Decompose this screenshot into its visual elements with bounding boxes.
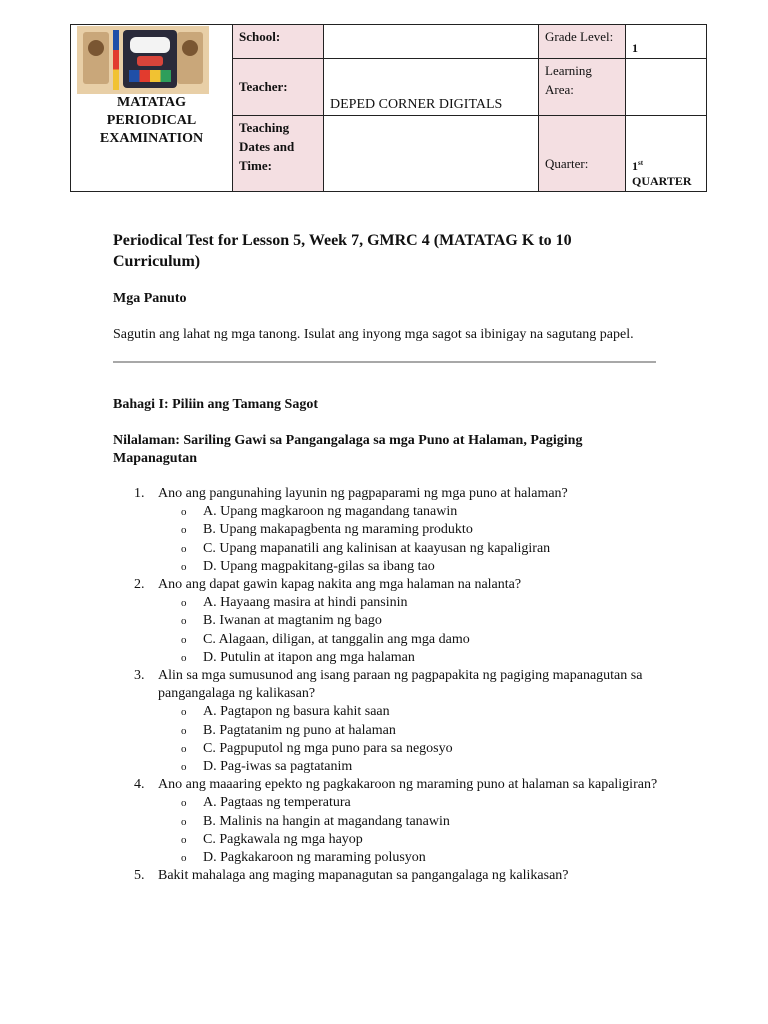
bullet-icon: o (181, 742, 187, 755)
answer-option-text: B. Iwanan at magtanim ng bago (203, 613, 382, 629)
exam-title-line: PERIODICAL (106, 113, 197, 128)
answer-option-text: C. Upang mapanatili ang kalinisan at kaayusan ng kapaligiran (203, 540, 551, 556)
bullet-icon: o (181, 833, 187, 846)
answer-option-text: C. Pagkawala ng mga hayop (203, 831, 363, 847)
question-item (113, 576, 658, 667)
header-table (70, 24, 707, 192)
quarter-number: 1 (632, 159, 638, 173)
answer-options (158, 703, 658, 776)
bullet-icon: o (181, 706, 187, 719)
deped-corner-logo (77, 26, 209, 94)
question-text: Ano ang dapat gawin kapag nakita ang mga halaman na nalanta? (158, 577, 522, 593)
exam-title-line: MATATAG (117, 95, 186, 110)
bullet-icon: o (181, 506, 187, 519)
bullet-icon: o (181, 524, 187, 537)
grade-level-value: 1 (632, 41, 638, 55)
answer-option[interactable] (158, 631, 658, 649)
answer-option-text: B. Pagtatanim ng puno at halaman (203, 722, 396, 738)
question-number: 1. (134, 486, 145, 501)
directions-heading: Mga Panuto (113, 291, 187, 306)
learning-area-field[interactable] (626, 59, 707, 116)
teaching-dates-label-line: Dates and (239, 139, 295, 154)
teaching-dates-label (233, 116, 324, 192)
learning-area-label-line: Learning (545, 63, 592, 78)
question-number: 2. (134, 577, 145, 593)
bullet-icon: o (181, 633, 187, 646)
school-label: School: (233, 25, 324, 59)
answer-option[interactable] (158, 794, 658, 812)
answer-option-text: D. Upang magpakitang-gilas sa ibang tao (203, 558, 435, 574)
quarter-label (539, 116, 626, 192)
teacher-label (233, 59, 324, 116)
answer-option[interactable] (158, 649, 658, 667)
quarter-suffix: st (638, 159, 644, 167)
answer-option-text: B. Malinis na hangin at magandang tanawin (203, 813, 450, 829)
question-number: 5. (134, 868, 145, 884)
answer-option[interactable] (158, 594, 658, 612)
bullet-icon: o (181, 724, 187, 737)
quarter-label-text: Quarter: (545, 156, 589, 171)
answer-option-text: A. Hayaang masira at hindi pansinin (203, 595, 408, 611)
answer-option[interactable] (158, 849, 658, 867)
question-list (113, 485, 658, 885)
bullet-icon: o (181, 797, 187, 810)
bullet-icon: o (181, 852, 187, 865)
question-number: 3. (134, 668, 145, 684)
answer-option-text: C. Alagaan, diligan, at tanggalin ang mga damo (203, 631, 470, 647)
exam-title-line: EXAMINATION (99, 131, 204, 146)
answer-option-text: B. Upang makapagbenta ng maraming produkto (203, 522, 473, 538)
answer-option[interactable] (158, 831, 658, 849)
grade-level-label: Grade Level: (539, 25, 626, 59)
question-item (113, 776, 658, 867)
exam-title (71, 94, 232, 148)
quarter-word: QUARTER (632, 174, 692, 188)
question-item (113, 667, 658, 776)
exam-content (113, 230, 658, 885)
part-heading: Bahagi I: Piliin ang Tamang Sagot (113, 397, 319, 412)
bullet-icon: o (181, 761, 187, 774)
grade-level-field[interactable] (626, 25, 707, 59)
answer-option[interactable] (158, 740, 658, 758)
answer-option[interactable] (158, 722, 658, 740)
test-title: Periodical Test for Lesson 5, Week 7, GMRC 4 (MATATAG K to 10 Curriculum) (113, 232, 572, 270)
answer-option[interactable] (158, 758, 658, 776)
school-field[interactable] (324, 25, 539, 59)
bullet-icon: o (181, 815, 187, 828)
answer-option-text: D. Putulin at itapon ang mga halaman (203, 649, 415, 665)
question-text: Ano ang pangunahing layunin ng pagpaparami ng mga puno at halaman? (158, 486, 568, 501)
answer-options (158, 503, 658, 576)
question-item (113, 485, 658, 576)
answer-option[interactable] (158, 703, 658, 721)
answer-option-text: D. Pag-iwas sa pagtatanim (203, 759, 353, 775)
logo-cell (71, 25, 233, 192)
directions-text: Sagutin ang lahat ng mga tanong. Isulat ang inyong mga sagot sa ibinigay na sagutang papel. (113, 327, 634, 342)
bullet-icon: o (181, 560, 187, 573)
answer-option[interactable] (158, 540, 658, 558)
answer-option[interactable] (158, 503, 658, 521)
bullet-icon: o (181, 615, 187, 628)
quarter-field[interactable] (626, 116, 707, 192)
teacher-label-text: Teacher: (239, 79, 288, 94)
bullet-icon: o (181, 651, 187, 664)
answer-option[interactable] (158, 813, 658, 831)
teacher-field[interactable]: DEPED CORNER DIGITALS (324, 59, 539, 116)
answer-option[interactable] (158, 521, 658, 539)
answer-option-text: A. Pagtaas ng temperatura (203, 795, 351, 811)
question-text: Bakit mahalaga ang maging mapanagutan sa pangangalaga ng kalikasan? (158, 868, 569, 884)
question-text: Ano ang maaaring epekto ng pagkakaroon ng maraming puno at halaman sa kapaligiran? (158, 777, 658, 793)
teaching-dates-label-line: Teaching (239, 120, 290, 135)
answer-options (158, 794, 658, 867)
question-item (113, 867, 658, 885)
answer-option-text: D. Pagkakaroon ng maraming polusyon (203, 850, 426, 866)
answer-option-text: C. Pagpuputol ng mga puno para sa negosyo (203, 740, 453, 756)
question-number: 4. (134, 777, 145, 793)
learning-area-label-line: Area: (545, 82, 574, 97)
question-text: Alin sa mga sumusunod ang isang paraan ng pagpapakita ng pagiging mapanagutan sa pangangalaga ng kalikasan? (158, 668, 643, 702)
teaching-dates-label-line: Time: (239, 158, 272, 173)
answer-option[interactable] (158, 558, 658, 576)
answer-options (158, 594, 658, 667)
answer-option[interactable] (158, 612, 658, 630)
bullet-icon: o (181, 542, 187, 555)
answer-option-text: A. Pagtapon ng basura kahit saan (203, 704, 390, 720)
teaching-dates-field[interactable] (324, 116, 539, 192)
learning-area-label (539, 59, 626, 116)
answer-option-text: A. Upang magkaroon ng magandang tanawin (203, 504, 458, 520)
bullet-icon: o (181, 597, 187, 610)
content-heading: Nilalaman: Sariling Gawi sa Pangangalaga sa mga Puno at Halaman, Pagiging Mapanagutan (113, 433, 583, 466)
